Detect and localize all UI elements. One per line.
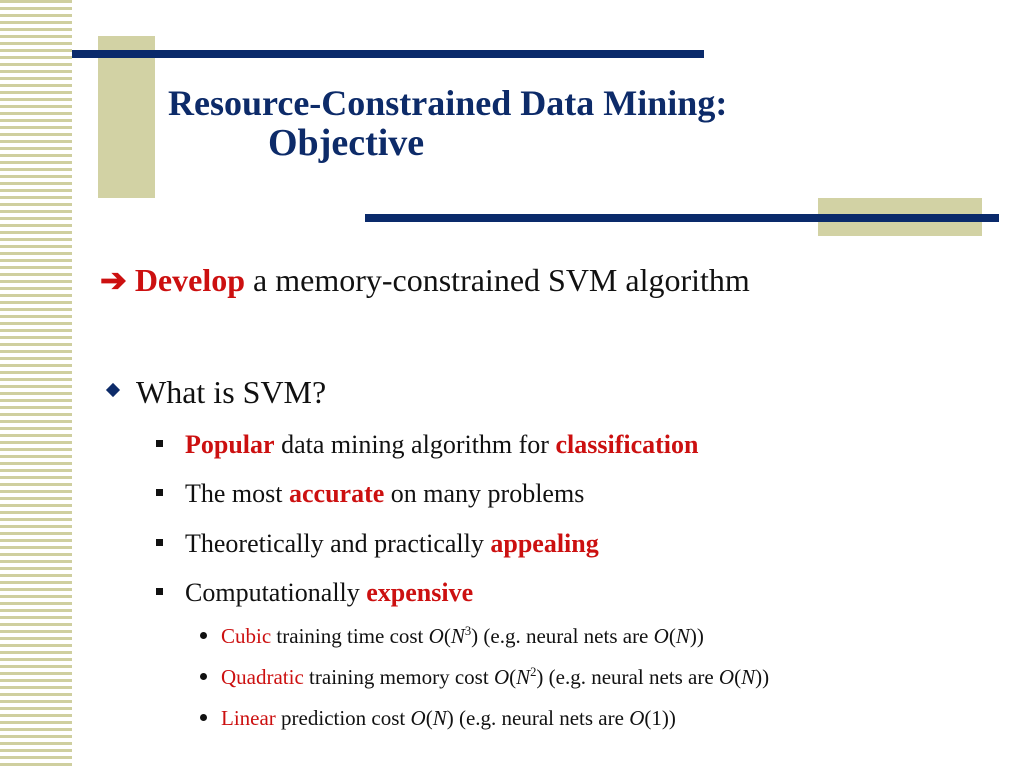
sub-bullet-text: (1)) (644, 706, 676, 730)
math-o: O (718, 665, 735, 689)
bottom-rule (365, 214, 999, 222)
objective-text: a memory-constrained SVM algorithm (245, 262, 750, 298)
sub-bullet-text: ) (e.g. neural nets are (446, 706, 630, 730)
highlight: expensive (366, 578, 474, 607)
bullet-text: on many problems (384, 479, 585, 508)
dot-bullet-icon (200, 714, 207, 721)
square-bullet-icon (156, 539, 163, 546)
sub-bullet-item (200, 624, 704, 649)
sub-bullet-text: training time cost (271, 624, 429, 648)
sub-bullet-item (200, 665, 769, 690)
exponent: 2 (530, 665, 537, 679)
bullet-item (156, 479, 584, 509)
sub-bullet-text: ) (e.g. neural nets are (536, 665, 719, 689)
bullet-text: The most (185, 479, 289, 508)
math-n: N (432, 706, 447, 730)
left-stripe-band (0, 0, 72, 768)
objective-keyword: Develop (134, 262, 246, 298)
sub-bullet-text: )) (689, 624, 704, 648)
title-tan-block (98, 36, 155, 198)
question-line (108, 374, 326, 411)
objective-line (100, 261, 750, 299)
bullet-item (156, 430, 698, 460)
bullet-item (156, 529, 599, 559)
sub-bullet-text: ( (668, 624, 676, 648)
sub-bullet-text: ( (509, 665, 517, 689)
math-o: O (629, 706, 645, 730)
sub-bullet-text: )) (755, 665, 770, 689)
bullet-text: data mining algorithm for (274, 430, 556, 459)
title-line-1: Resource-Constrained Data Mining: (168, 83, 728, 123)
square-bullet-icon (156, 489, 163, 496)
square-bullet-icon (156, 588, 163, 595)
bullet-text: Computationally (185, 578, 367, 607)
math-o: O (410, 706, 426, 730)
dot-bullet-icon (200, 632, 207, 639)
sub-bullet-text: ( (734, 665, 742, 689)
slide-title (168, 83, 727, 163)
math-n: N (516, 665, 531, 689)
diamond-bullet-icon (106, 383, 120, 397)
highlight: Cubic (221, 624, 272, 648)
highlight: appealing (490, 529, 599, 558)
sub-bullet-text: prediction cost (275, 706, 411, 730)
highlight: classification (555, 430, 699, 459)
sub-bullet-text: ( (425, 706, 433, 730)
math-n: N (675, 624, 690, 648)
arrow-icon: ➔ (100, 262, 127, 298)
math-o: O (653, 624, 669, 648)
bullet-text: Theoretically and practically (185, 529, 491, 558)
sub-bullet-text: training memory cost (303, 665, 494, 689)
square-bullet-icon (156, 440, 163, 447)
math-n: N (741, 665, 756, 689)
math-o: O (428, 624, 444, 648)
highlight: Quadratic (221, 665, 304, 689)
sub-bullet-item (200, 706, 676, 731)
title-line-2: Objective (268, 122, 425, 164)
bullet-item (156, 578, 473, 608)
math-n: N (450, 624, 465, 648)
math-o: O (493, 665, 510, 689)
highlight: Popular (185, 430, 275, 459)
exponent: 3 (464, 624, 472, 638)
sub-bullet-text: ( (443, 624, 451, 648)
question-text: What is SVM? (136, 374, 327, 410)
sub-bullet-text: ) (e.g. neural nets are (471, 624, 654, 648)
highlight: Linear (221, 706, 276, 730)
dot-bullet-icon (200, 673, 207, 680)
top-rule (72, 50, 704, 58)
highlight: accurate (289, 479, 385, 508)
